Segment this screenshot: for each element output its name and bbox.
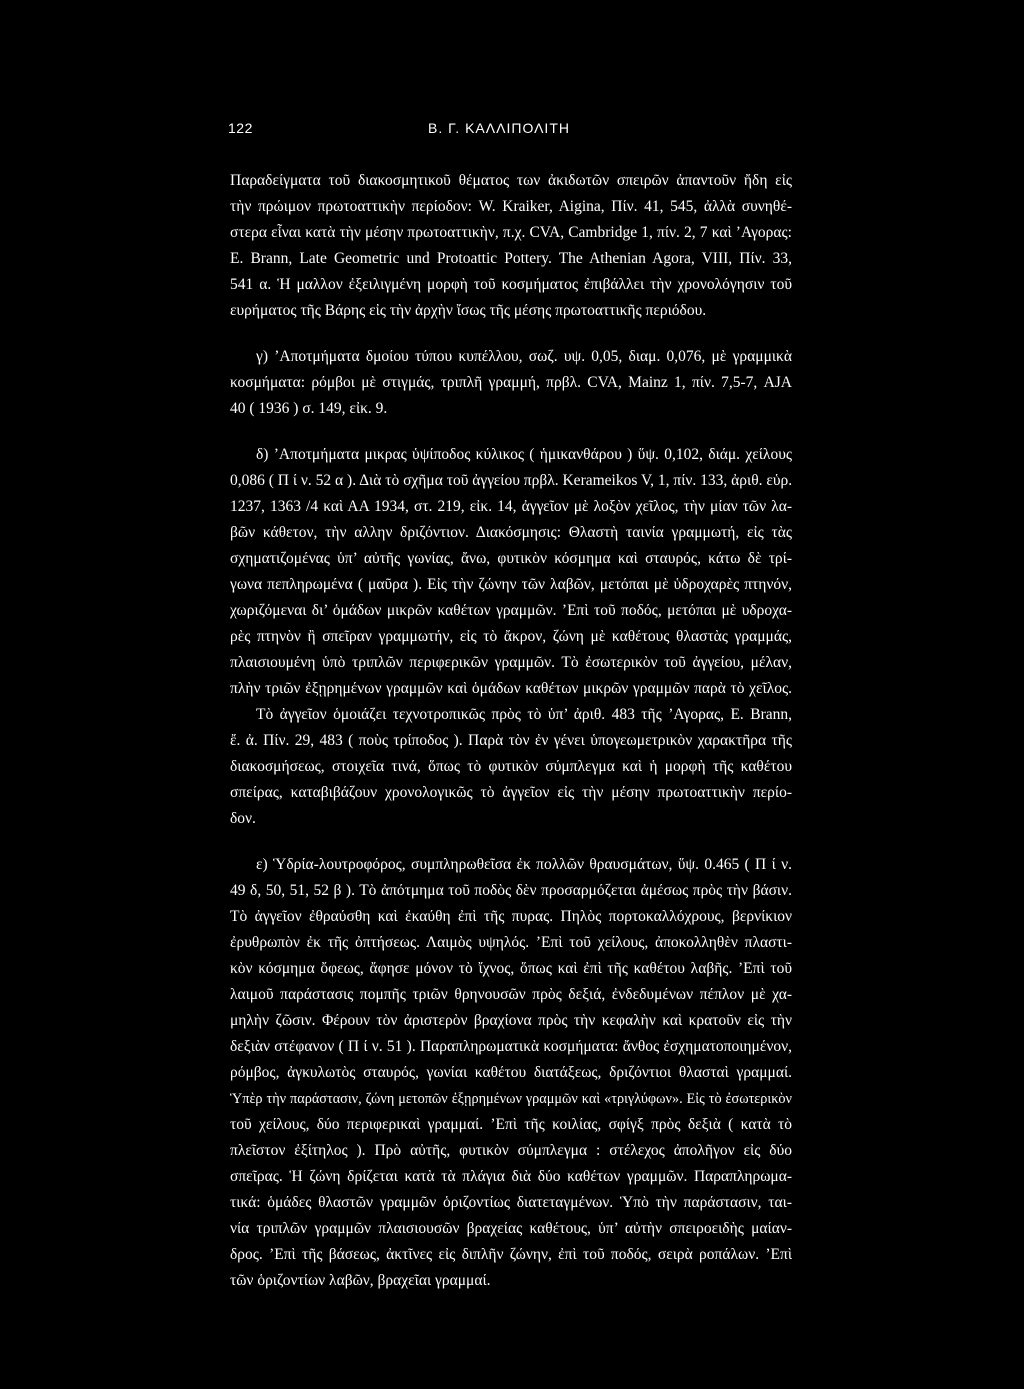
text-line: 49 δ, 50, 51, 52 β ). Τὸ ἀπότμημα τοῦ ποδὸς δὲν προσαρμόζεται ἀμέσως πρὸς τὴν βάσιν. — [230, 882, 792, 899]
text-line: τὴν πρώιμον πρωτοαττικὴν περίοδον: W. Kraiker, Aigina, Πίν. 41, 545, ἀλλὰ συνηθέ- — [230, 198, 792, 215]
text-line: δ) ’Αποτμήματα μικρας ὑψίποδος κύλικος ( ἡμικανθάρου ) ὕψ. 0,102, διάμ. χείλους — [256, 446, 792, 463]
text-line: δον. — [230, 810, 256, 827]
text-line: 0,086 ( Π ί ν. 52 α ). Διὰ τὸ σχῆμα τοῦ ἀγγείου πρβλ. Kerameikos V, 1, πίν. 133, ἀριθ. εὑρ. — [230, 472, 793, 489]
text-line: σπείρας, καταβιβάζουν χρονολογικῶς τὸ ἀγγεῖον εἰς τὴν μέσην πρωτοαττικὴν περίο- — [230, 784, 792, 801]
text-line: E. Brann, Late Geometric und Protoattic Pottery. The Athenian Agora, VIII, Πίν. 33, — [230, 250, 792, 267]
paragraph-gamma — [230, 344, 792, 422]
text-line: στερα εἶναι κατὰ τὴν μέσην πρωτοαττικὴν, π.χ. CVA, Cambridge 1, πίν. 2, 7 καὶ ’Αγορας: — [230, 224, 792, 241]
text-line: Τὸ ἀγγεῖον ὁμοιάζει τεχνοτροπικῶς πρὸς τὸ ὑπ’ ἀριθ. 483 τῆς ’Αγορας, E. Brann, — [256, 706, 792, 723]
text-line: δρος. ’Επὶ τῆς βάσεως, ἀκτῖνες εἰς διπλῆν ζώνην, ἐπὶ τοῦ ποδός, σειρὰ ροπάλων. ’Επὶ — [230, 1246, 792, 1263]
text-line: σπεῖρας. Ἡ ζώνη δρίζεται κατὰ τὰ πλάγια διὰ δύο καθέτων γραμμῶν. Παραπληρωμα- — [230, 1168, 792, 1185]
text-line: χωριζόμεναι δι’ ὁμάδων μικρῶν καθέτων γραμμῶν. ’Επὶ τοῦ ποδός, μετόπαι μὲ υδροχα- — [230, 602, 792, 619]
text-line: βῶν κάθετον, τὴν αλλην δριζόντιον. Διακόσμησις: Θλαστὴ ταινία γραμμωτή, εἰς τὰς — [230, 524, 792, 541]
text-line: διακοσμήσεως, στοιχεῖα τινά, ὅπως τὸ φυτικὸν σύμπλεγμα καὶ ἡ μορφὴ τῆς καθέτου — [230, 758, 792, 775]
text-line: 1237, 1363 /4 καὶ ΑΑ 1934, στ. 219, εἰκ. 14, ἀγγεῖον μὲ λοξὸν χεῖλος, τὴν μίαν τῶν λα- — [230, 498, 792, 515]
running-head: Β. Γ. ΚΑΛΛΙΠΟΛΙΤΗ — [428, 120, 570, 136]
text-line: Παραδείγματα τοῦ διακοσμητικοῦ θέματος των ἀκιδωτῶν σπειρῶν ἀπαντοῦν ἤδη εἰς — [230, 172, 792, 189]
text-line: γ) ’Αποτμήματα δμοίου τύπου κυπέλλου, σωζ. υψ. 0,05, διαμ. 0,076, μὲ γραμμικὰ — [256, 348, 792, 365]
text-line: 541 α. Ἡ μαλλον ἐξειλιγμένη μορφὴ τοῦ κοσμήματος ἐπιβάλλει τὴν χρονολόγησιν τοῦ — [230, 276, 792, 293]
text-line: τικά: ὁμάδες θλαστῶν γραμμῶν ὁριζοντίως διατεταγμένων. Ὑπὸ τὴν παράστασιν, ται- — [230, 1194, 792, 1211]
text-line: ρὲς πτηνὸν ἢ σπεῖραν γραμμωτήν, εἰς τὸ ἄκρον, ζώνη μὲ καθέτους θλαστὰς γραμμάς, — [230, 628, 792, 645]
text-line: ευρήματος τῆς Βάρης εἰς τὴν ἀρχὴν ἴσως τῆς μέσης πρωτοαττικῆς περιόδου. — [230, 302, 707, 319]
text-line: Ὑπὲρ τὴν παράστασιν, ζώνη μετοπῶν ἐξῃρημένων γραμμῶν καὶ «τριγλύφων». Εἰς τὸ ἐσωτερικὸν — [230, 1091, 792, 1107]
paragraph-intro — [230, 168, 792, 324]
text-line: νία τριπλῶν γραμμῶν πλαισιουσῶν βραχείας καθέτους, ὑπ’ αὐτὴν σπειροειδὴς μαίαν- — [230, 1220, 792, 1237]
text-line: Τὸ ἀγγεῖον ἐθραύσθη καὶ ἐκαύθη ἐπὶ τῆς πυρας. Πηλὸς πορτοκαλλόχρους, βερνίκιον — [230, 908, 792, 925]
text-line: μηλὴν ζῶσιν. Φέρουν τὸν ἀριστερὸν βραχίονα πρὸς τὴν κεφαλὴν καὶ κρατοῦν εἰς τὴν — [230, 1012, 792, 1029]
text-line: κὸν κόσμημα ὄφεως, ἄφησε μόνον τὸ ἴχνος, ὅπως καὶ ἐπὶ τῆς καθέτου λαβῆς. ’Επὶ τοῦ — [230, 960, 792, 977]
text-line: ρόμβος, ἀγκυλωτὸς σταυρός, γωνίαι καθέτου διατάξεως, δριζόντιοι θλασταὶ γραμμαί. — [230, 1064, 792, 1081]
text-line: ἔ. ἀ. Πίν. 29, 483 ( ποὺς τρίποδος ). Παρὰ τὸν ἐν γένει ὑπογεωμετρικὸν χαρακτῆρα τῆς — [230, 732, 792, 749]
paragraph-delta — [230, 442, 792, 832]
text-line: ἐρυθρωπὸν ἐκ τῆς ὀπτήσεως. Λαιμὸς υψηλός. ’Επὶ τοῦ χείλους, ἀποκολληθὲν πλαστι- — [230, 934, 792, 951]
text-line: πλὴν τριῶν ἐξῃρημένων γραμμῶν καὶ ὁμάδων καθέτων μικρῶν γραμμῶν παρὰ τὸ χεῖλος. — [230, 680, 792, 697]
text-line: ε) Ὑδρία-λουτροφόρος, συμπληρωθεῖσα ἐκ πολλῶν θραυσμάτων, ὕψ. 0.465 ( Π ί ν. — [256, 856, 792, 873]
paragraph-epsilon — [230, 852, 792, 1294]
text-line: τῶν ὁριζοντίων λαβῶν, βραχεῖαι γραμμαί. — [230, 1272, 491, 1289]
text-line: πλαισιουμένη ὑπὸ τριπλῶν περιφερικῶν γραμμῶν. Τὸ ἐσωτερικὸν τοῦ ἀγγείου, μέλαν, — [230, 654, 792, 671]
text-line: τοῦ χείλους, δύο περιφερικαὶ γραμμαί. ’Επὶ τῆς κοιλίας, σφίγξ πρὸς δεξιὰ ( κατὰ τὸ — [230, 1116, 792, 1133]
text-line: γωνα πεπληρωμένα ( μαῦρα ). Εἰς τὴν ζώνην τῶν λαβῶν, μετόπαι μὲ ὑδροχαρὲς πτηνόν, — [230, 576, 792, 593]
page-header — [228, 120, 788, 140]
text-line: λαιμοῦ παράστασις πομπῆς τριῶν θρηνουσῶν πρὸς δεξιά, ἐνδεδυμένων πέπλον μὲ χα- — [230, 986, 792, 1003]
text-line: πλεῖστον ἐξίτηλος ). Πρὸ αὐτῆς, φυτικὸν σύμπλεγμα : στέλεχος ἀπολῆγον εἰς δύο — [230, 1142, 792, 1159]
text-line: σχηματιζομένας ὑπ’ αὐτῆς γωνίας, ἄνω, φυτικὸν κόσμημα καὶ σταυρός, κάτω δὲ τρί- — [230, 550, 792, 567]
body-text — [230, 168, 792, 1294]
page-number: 122 — [228, 120, 253, 136]
text-line: κοσμήματα: ρόμβοι μὲ στιγμάς, τριπλῆ γραμμή, πρβλ. CVA, Mainz 1, πίν. 7,5-7, AJA — [230, 374, 792, 391]
text-line: 40 ( 1936 ) σ. 149, εἰκ. 9. — [230, 400, 388, 417]
text-line: δεξιὰν στέφανον ( Π ί ν. 51 ). Παραπληρωματικὰ κοσμήματα: ἄνθος ἐσχηματοποιημένον, — [230, 1038, 792, 1055]
